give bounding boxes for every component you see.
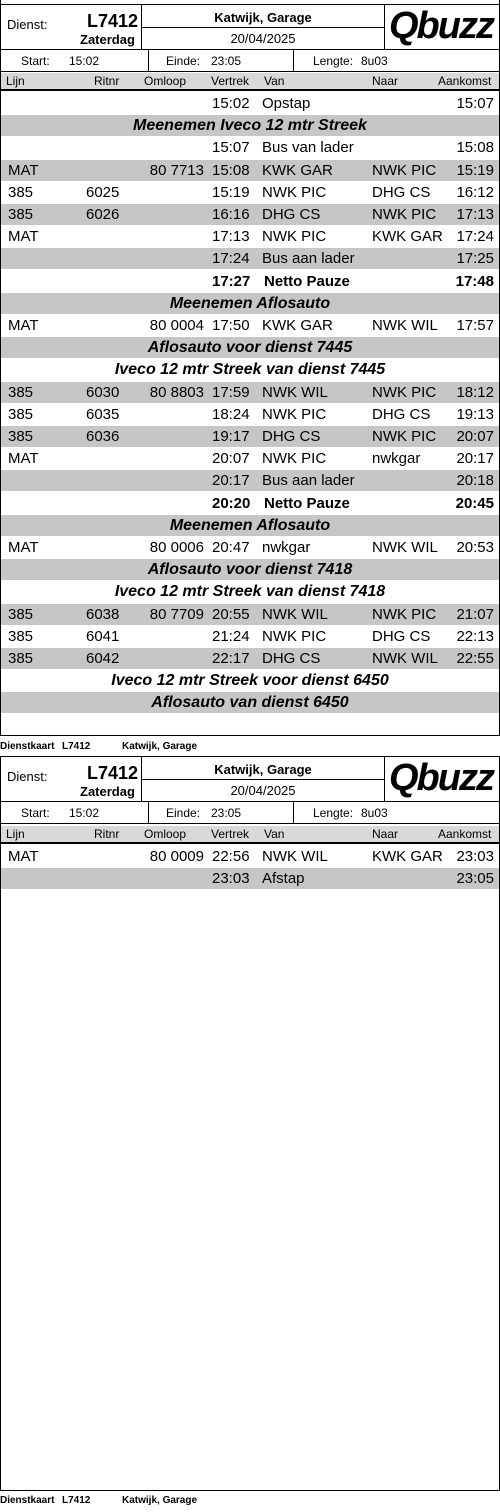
table-row: [0, 93, 500, 114]
cell-vertrek: 20:55: [212, 606, 250, 623]
cell-aankomst: 22:55: [456, 650, 494, 667]
cell-omloop: 80 8803: [149, 384, 204, 401]
depot-box: [141, 5, 385, 49]
start-time: 15:02: [69, 806, 100, 820]
cell-lijn: 385: [8, 206, 34, 223]
cell-ritnr: 6042: [86, 650, 120, 667]
cell-van: NWK WIL: [262, 848, 328, 865]
cell-aankomst: 18:12: [456, 384, 494, 401]
cell-van: NWK WIL: [262, 606, 328, 623]
cell-van: DHG CS: [262, 206, 321, 223]
cell-aankomst: 17:25: [456, 250, 494, 267]
day-label: Zaterdag: [80, 784, 135, 799]
cell-naar: DHG CS: [372, 184, 431, 201]
cell-vertrek: 17:24: [212, 250, 250, 267]
col-aankomst: Aankomst: [438, 74, 492, 88]
cell-naar: DHG CS: [372, 628, 431, 645]
cell-aankomst: 15:07: [456, 95, 494, 112]
start-label: Start:: [21, 54, 50, 68]
cell-van: nwkgar: [262, 539, 311, 556]
cell-ritnr: 6038: [86, 606, 120, 623]
times-bar: [0, 50, 500, 72]
cell-van: Bus aan lader: [262, 472, 355, 489]
cell-vertrek: 15:19: [212, 184, 250, 201]
einde-time: 23:05: [211, 54, 242, 68]
cell-vertrek: 19:17: [212, 428, 250, 445]
cell-naar: NWK PIC: [372, 162, 437, 179]
cell-van: Afstap: [262, 870, 305, 887]
section-header: Meenemen Aflosauto: [0, 293, 500, 314]
table-row: [0, 537, 500, 558]
duty-table-page-1: [0, 93, 500, 733]
table-row: [0, 182, 500, 203]
footer-label: Dienstkaart: [0, 741, 55, 752]
times-bar: [0, 802, 500, 824]
cell-ritnr: 6025: [86, 184, 120, 201]
col-ritnr: Ritnr: [94, 74, 120, 88]
lengte-label: Lengte:: [313, 806, 354, 820]
section-header: Iveco 12 mtr Streek van dienst 7418: [114, 583, 386, 600]
cell-naar: KWK GAR: [372, 228, 443, 245]
table-row: [0, 626, 500, 647]
cell-naar: NWK WIL: [372, 539, 438, 556]
cell-vertrek: 21:24: [212, 628, 250, 645]
cell-aankomst: 21:07: [456, 606, 494, 623]
section-header: Iveco 12 mtr Streek van dienst 7445: [114, 361, 386, 378]
cell-naar: NWK PIC: [372, 206, 437, 223]
page-1: [0, 0, 500, 752]
cell-aankomst: 22:13: [456, 628, 494, 645]
cell-vertrek: 22:56: [212, 848, 250, 865]
start-label: Start:: [21, 806, 50, 820]
cell-vertrek: 16:16: [212, 206, 250, 223]
col-van: Van: [264, 827, 285, 841]
depot-box: [141, 757, 385, 801]
cell-naar: nwkgar: [372, 450, 421, 467]
table-row: [0, 470, 500, 491]
col-ritnr: Ritnr: [94, 827, 120, 841]
pause-row: [0, 271, 500, 292]
cell-ritnr: 6035: [86, 406, 120, 423]
dienst-number: L7412: [87, 763, 139, 783]
section-header: Meenemen Aflosauto: [0, 515, 500, 536]
cell-van: DHG CS: [262, 428, 321, 445]
col-vertrek: Vertrek: [211, 74, 250, 88]
column-header: [0, 826, 500, 844]
table-row: [0, 648, 500, 669]
cell-van: DHG CS: [262, 650, 321, 667]
cell-ritnr: 6041: [86, 628, 120, 645]
header-page-2: [0, 756, 500, 802]
day-label: Zaterdag: [80, 32, 135, 47]
cell-vertrek: 17:50: [212, 317, 250, 334]
cell-lijn: MAT: [8, 162, 39, 179]
table-row: [0, 160, 500, 181]
cell-omloop: 80 7709: [149, 606, 204, 623]
cell-ritnr: 6030: [86, 384, 120, 401]
cell-omloop: 80 7713: [149, 162, 204, 179]
cell-naar: KWK GAR: [372, 848, 443, 865]
footer-depot: Katwijk, Garage: [122, 741, 198, 752]
cell-vertrek: 20:47: [212, 539, 250, 556]
table-row: [0, 137, 500, 158]
table-row: [0, 846, 500, 867]
table-row: [0, 604, 500, 625]
dienst-label: Dienst:: [7, 769, 48, 784]
cell-van: NWK PIC: [262, 628, 327, 645]
table-row: [0, 448, 500, 469]
section-header: Aflosauto van dienst 6450: [0, 692, 500, 713]
col-omloop: Omloop: [144, 74, 187, 88]
section-header: Aflosauto voor dienst 7445: [0, 337, 500, 358]
header: [0, 4, 500, 50]
cell-lijn: MAT: [8, 228, 39, 245]
cell-aankomst: 17:13: [456, 206, 494, 223]
cell-van: Netto Pauze: [264, 495, 350, 512]
cell-vertrek: 20:07: [212, 450, 250, 467]
lengte-value: 8u03: [361, 54, 388, 68]
cell-aankomst: 20:17: [456, 450, 494, 467]
cell-naar: NWK WIL: [372, 650, 438, 667]
col-naar: Naar: [372, 827, 399, 841]
cell-aankomst: 19:13: [456, 406, 494, 423]
cell-aankomst: 23:03: [456, 848, 494, 865]
date: 20/04/2025: [230, 783, 296, 798]
footer-depot: Katwijk, Garage: [122, 1495, 198, 1506]
cell-vertrek: 17:13: [212, 228, 250, 245]
table-row: [0, 382, 500, 403]
page-2: [0, 756, 500, 1512]
cell-lijn: 385: [8, 384, 34, 401]
start-time: 15:02: [69, 54, 100, 68]
cell-van: Netto Pauze: [264, 273, 350, 290]
cell-naar: DHG CS: [372, 406, 431, 423]
cell-vertrek: 20:20: [212, 495, 251, 512]
table-row: [0, 248, 500, 269]
table-row: [0, 426, 500, 447]
col-van: Van: [264, 74, 285, 88]
cell-lijn: 385: [8, 628, 34, 645]
table-row: [0, 226, 500, 247]
cell-van: NWK WIL: [262, 384, 328, 401]
einde-time: 23:05: [211, 806, 242, 820]
cell-aankomst: 20:07: [456, 428, 494, 445]
footer-dienst: L7412: [62, 741, 91, 752]
cell-lijn: MAT: [8, 539, 39, 556]
einde-label: Einde:: [166, 806, 201, 820]
cell-vertrek: 15:07: [212, 139, 250, 156]
cell-van: Bus aan lader: [262, 250, 355, 267]
cell-ritnr: 6036: [86, 428, 120, 445]
einde-label: Einde:: [166, 54, 201, 68]
cell-van: Opstap: [262, 95, 311, 112]
cell-aankomst: 17:24: [456, 228, 494, 245]
col-aankomst: Aankomst: [438, 827, 492, 841]
cell-naar: NWK PIC: [372, 384, 437, 401]
section-header: Aflosauto voor dienst 7418: [0, 559, 500, 580]
cell-vertrek: 20:17: [212, 472, 250, 489]
col-vertrek: Vertrek: [211, 827, 250, 841]
cell-aankomst: 20:45: [455, 495, 494, 512]
dienst-label: Dienst:: [7, 17, 48, 32]
cell-aankomst: 15:08: [456, 139, 494, 156]
column-header: [0, 73, 500, 91]
cell-aankomst: 17:48: [455, 273, 494, 290]
cell-aankomst: 15:19: [456, 162, 494, 179]
col-naar: Naar: [372, 74, 399, 88]
cell-van: KWK GAR: [262, 162, 333, 179]
cell-lijn: 385: [8, 184, 34, 201]
cell-omloop: 80 0009: [149, 848, 204, 865]
cell-van: NWK PIC: [262, 184, 327, 201]
cell-lijn: 385: [8, 406, 34, 423]
cell-omloop: 80 0006: [149, 539, 204, 556]
date: 20/04/2025: [230, 31, 296, 46]
qbuzz-logo: Qbuzz: [389, 757, 493, 799]
qbuzz-logo: Qbuzz: [389, 5, 493, 47]
lengte-label: Lengte:: [313, 54, 354, 68]
cell-vertrek: 18:24: [212, 406, 250, 423]
cell-aankomst: 20:18: [456, 472, 494, 489]
col-lijn: Lijn: [6, 827, 25, 841]
depot: Katwijk, Garage: [214, 10, 312, 25]
lengte-value: 8u03: [361, 806, 388, 820]
pause-row: [0, 493, 500, 514]
footer-dienst: L7412: [62, 1495, 91, 1506]
cell-naar: NWK PIC: [372, 606, 437, 623]
cell-lijn: MAT: [8, 317, 39, 334]
section-header: Iveco 12 mtr Streek voor dienst 6450: [111, 672, 389, 689]
table-row: [0, 404, 500, 425]
col-lijn: Lijn: [6, 74, 25, 88]
cell-vertrek: 17:27: [212, 273, 251, 290]
cell-lijn: MAT: [8, 848, 39, 865]
cell-lijn: 385: [8, 428, 34, 445]
cell-van: NWK PIC: [262, 228, 327, 245]
footer-label: Dienstkaart: [0, 1495, 55, 1506]
cell-van: NWK PIC: [262, 406, 327, 423]
cell-naar: NWK PIC: [372, 428, 437, 445]
table-row: [0, 315, 500, 336]
cell-lijn: MAT: [8, 450, 39, 467]
depot: Katwijk, Garage: [214, 762, 312, 777]
cell-vertrek: 17:59: [212, 384, 250, 401]
cell-van: NWK PIC: [262, 450, 327, 467]
cell-lijn: 385: [8, 650, 34, 667]
cell-vertrek: 22:17: [212, 650, 250, 667]
table-row: [0, 868, 500, 889]
cell-vertrek: 15:02: [212, 95, 250, 112]
section-header: Meenemen Iveco 12 mtr Streek: [0, 115, 500, 136]
cell-aankomst: 16:12: [456, 184, 494, 201]
cell-van: Bus van lader: [262, 139, 354, 156]
dienst-number: L7412: [87, 11, 139, 31]
cell-vertrek: 15:08: [212, 162, 250, 179]
cell-van: KWK GAR: [262, 317, 333, 334]
col-omloop: Omloop: [144, 827, 187, 841]
cell-ritnr: 6026: [86, 206, 120, 223]
cell-aankomst: 23:05: [456, 870, 494, 887]
cell-naar: NWK WIL: [372, 317, 438, 334]
cell-aankomst: 17:57: [456, 317, 494, 334]
cell-vertrek: 23:03: [212, 870, 250, 887]
cell-lijn: 385: [8, 606, 34, 623]
duty-table-page-2: [0, 846, 500, 1496]
cell-aankomst: 20:53: [456, 539, 494, 556]
cell-omloop: 80 0004: [149, 317, 204, 334]
table-row: [0, 204, 500, 225]
